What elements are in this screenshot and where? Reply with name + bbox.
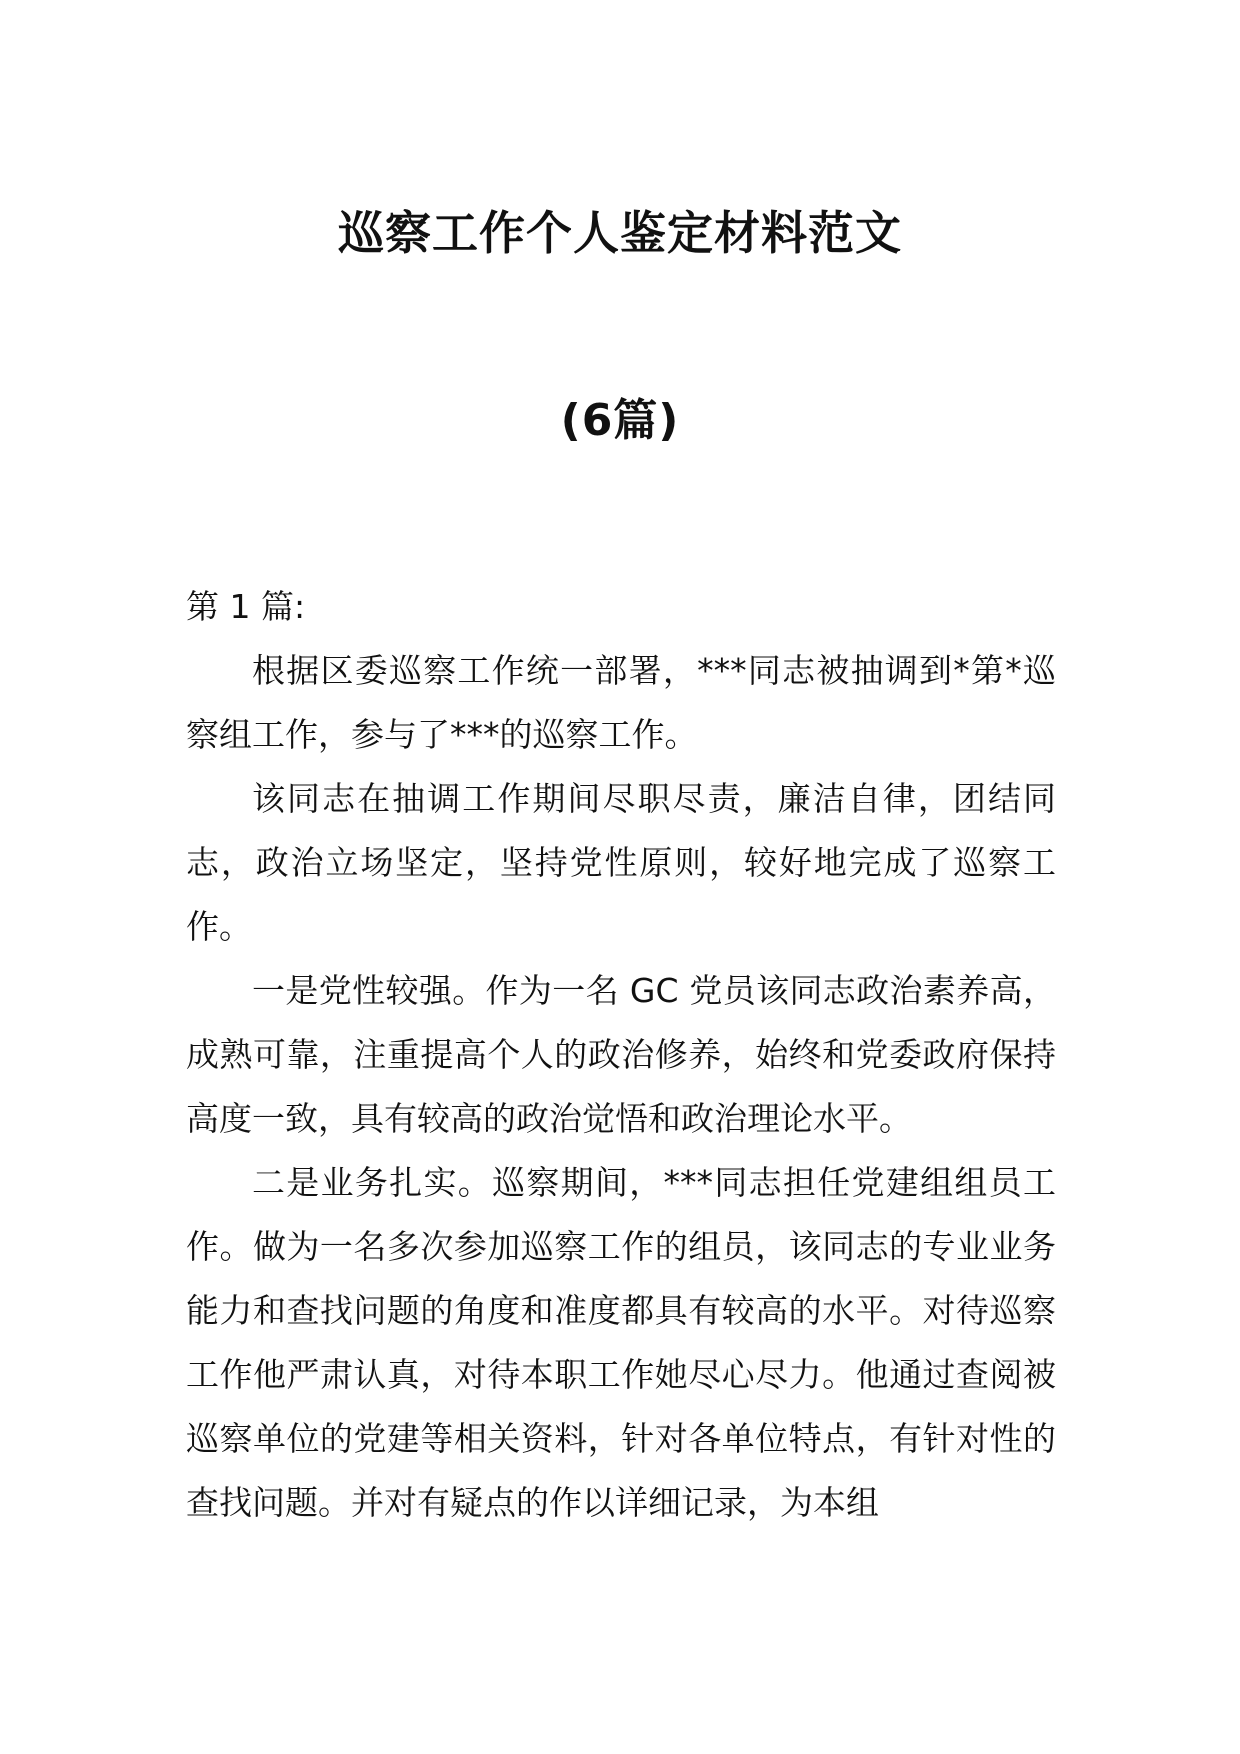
document-title: 巡察工作个人鉴定材料范文	[338, 206, 902, 260]
paragraph-2: 该同志在抽调工作期间尽职尽责，廉洁自律，团结同志，政治立场坚定，坚持党性原则，较好地完成了巡察工作。	[186, 779, 1056, 946]
paragraph-3: 一是党性较强。作为一名 GC 党员该同志政治素养高，成熟可靠，注重提高个人的政治修养，始终和党委政府保持高度一致，具有较高的政治觉悟和政治理论水平。	[186, 971, 1056, 1138]
paragraph-1: 根据区委巡察工作统一部署，***同志被抽调到*第*巡察组工作，参与了***的巡察工作。	[186, 651, 1056, 754]
document-body	[186, 575, 1056, 1535]
paragraph-4: 二是业务扎实。巡察期间，***同志担任党建组组员工作。做为一名多次参加巡察工作的组员，该同志的专业业务能力和查找问题的角度和准度都具有较高的水平。对待巡察工作他严肃认真，对待本职工作她尽心尽力。他通过查阅被巡察单位的党建等相关资料，针对各单位特点，有针对性的查找问题。并对有疑点的作以详细记录，为本组	[186, 1163, 1056, 1522]
section-label: 第 1 篇:	[186, 587, 306, 626]
document-subtitle: (6篇)	[560, 395, 680, 446]
